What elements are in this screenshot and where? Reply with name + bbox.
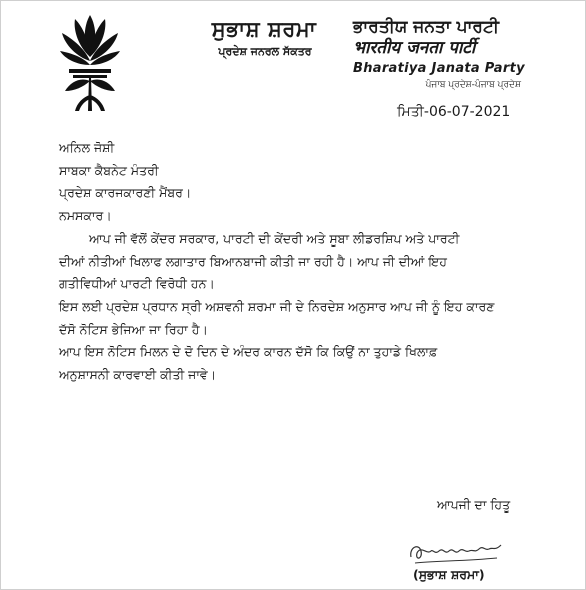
- letter-date: ਮਿਤੀ-06-07-2021: [397, 104, 511, 120]
- body-line: ਦੱਸੋ ਨੋਟਿਸ ਭੇਜਿਆ ਜਾ ਰਿਹਾ ਹੈ।: [59, 321, 208, 337]
- party-name-english: Bharatiya Janata Party: [353, 61, 525, 76]
- lotus-logo-icon: [59, 11, 121, 115]
- letter-body: [59, 137, 559, 387]
- party-name-punjabi: ਭਾਰਤੀਯ ਜਨਤਾ ਪਾਰਟੀ: [353, 17, 499, 37]
- signatory-name: (ਸੁਭਾਸ਼ ਸ਼ਰਮਾ): [413, 567, 485, 582]
- body-line: ਆਪ ਇਸ ਨੋਟਿਸ ਮਿਲਨ ਦੇ ਦੋ ਦਿਨ ਦੇ ਅੰਦਰ ਕਾਰਨ ਦੱਸੋ ਕਿ ਕਿਉਂ ਨਾ ਤੁਹਾਡੇ ਖਿਲਾਫ਼: [59, 344, 438, 360]
- party-name-hindi: भारतीय जनता पार्टी: [353, 38, 476, 58]
- body-line: ਗਤੀਵਿਧੀਆਂ ਪਾਰਟੀ ਵਿਰੋਧੀ ਹਨ।: [59, 276, 215, 292]
- recipient-name: ਅਨਿਲ ਜੋਸ਼ੀ: [59, 140, 115, 155]
- body-line: ਅਨੁਸ਼ਾਸਨੀ ਕਾਰਵਾਈ ਕੀਤੀ ਜਾਵੇ।: [59, 367, 217, 383]
- salutation: ਨਮਸਕਾਰ।: [59, 208, 112, 224]
- sender-name: ਸੁਭਾਸ਼ ਸ਼ਰਮਾ: [211, 17, 317, 41]
- handwritten-signature: [405, 531, 515, 571]
- party-block: [353, 17, 553, 91]
- body-line: ਆਪ ਜੀ ਵੱਲੋਂ ਕੇਂਦਰ ਸਰਕਾਰ, ਪਾਰਟੀ ਦੀ ਕੇਂਦਰੀ ਅਤੇ ਸੂਬਾ ਲੀਡਰਸ਼ਿਪ ਅਤੇ ਪਾਰਟੀ: [89, 230, 460, 246]
- recipient-line: ਪ੍ਰਦੇਸ਼ ਕਾਰਜਕਾਰਣੀ ਮੈਂਬਰ।: [59, 185, 192, 201]
- party-unit: ਪੰਜਾਬ ਪ੍ਰਦੇਸ਼-ਪੰਜਾਬ ਪ੍ਰਦੇਸ਼: [425, 80, 521, 90]
- body-line: ਦੀਆਂ ਨੀਤੀਆਂ ਖਿਲਾਫ ਲਗਾਤਾਰ ਬਿਆਨਬਾਜੀ ਕੀਤੀ ਜਾ ਰਹੀ ਹੈ। ਆਪ ਜੀ ਦੀਆਂ ਇਹ: [59, 253, 447, 269]
- sender-title: ਪ੍ਰਦੇਸ਼ ਜਨਰਲ ਸੱਕਤਰ: [218, 45, 312, 58]
- body-line: ਇਸ ਲਈ ਪ੍ਰਦੇਸ਼ ਪ੍ਰਧਾਨ ਸ੍ਰੀ ਅਸ਼ਵਨੀ ਸ਼ਰਮਾ ਜੀ ਦੇ ਨਿਰਦੇਸ਼ ਅਨੁਸਾਰ ਆਪ ਜੀ ਨੂੰ ਇਹ ਕਾਰਣ: [59, 298, 495, 314]
- closing: ਆਪਜੀ ਦਾ ਹਿਤੂ: [437, 497, 511, 512]
- recipient-line: ਸਾਬਕਾ ਕੈਬਨੇਟ ਮੰਤਰੀ: [59, 162, 159, 178]
